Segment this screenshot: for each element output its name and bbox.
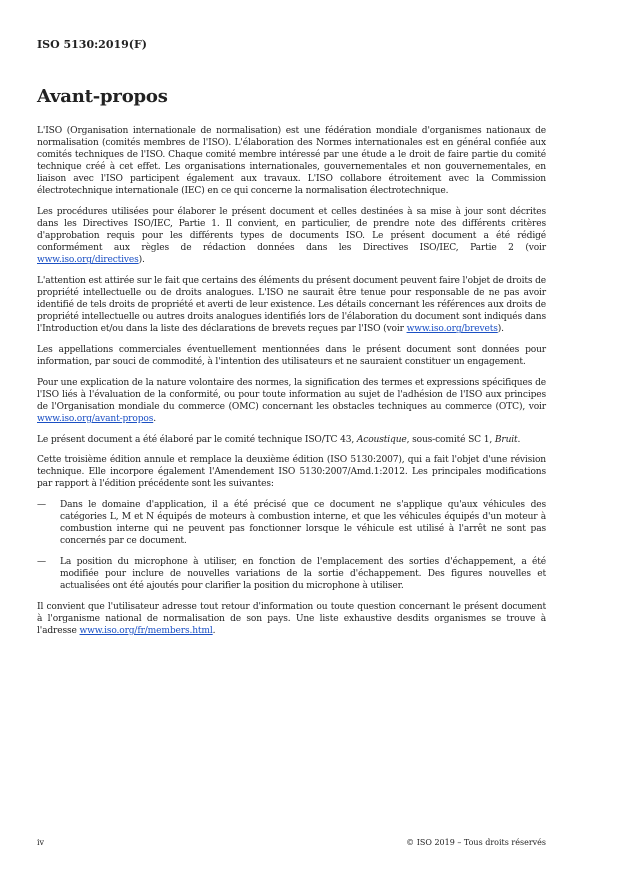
paragraph-text: . bbox=[153, 413, 156, 424]
paragraph-text: ). bbox=[138, 255, 145, 266]
list-item-text: Dans le domaine d'application, il a été précisé que ce document ne s'applique qu'aux véhicules des catégories L, M et N équipés de moteurs à combustion interne, et que les véhicules équipés d'un moteur à combustion interne qui ne peuvent pas fonctionner lorsque le véhicule est utilisé à l'arrêt ne sont pas concernés par ce document. bbox=[60, 499, 546, 547]
link-directives[interactable]: www.iso.org/directives bbox=[37, 255, 139, 266]
paragraph-procedures bbox=[37, 206, 546, 266]
paragraph-iso-intro: L'ISO (Organisation internationale de normalisation) est une fédération mondiale d'organismes nationaux de normalisation (comités membres de l'ISO). L'élaboration des Normes internationales est en général confiée aux comités techniques de l'ISO. Chaque comité membre intéressé par une étude a le droit de faire partie du comité technique créé à cet effet. Les organisations internationales, gouvernementales et non gouvernementales, en liaison avec l'ISO participent également aux travaux. L'ISO collabore étroitement avec la Commission électrotechnique internationale (IEC) en ce qui concerne la normalisation électrotechnique. bbox=[37, 126, 546, 197]
paragraph-text: L'attention est attirée sur le fait que certains des éléments du présent document peuvent faire l'objet de droits de propriété intellectuelle ou de droits analogues. L'ISO ne saurait être tenue pour responsable de ne pas avoir identifié de tels droits de propriété et averti de leur existence. Les détails concernant les références aux droits de propriété intellectuelle ou autres droits analogues identifiés lors de l'élaboration du document sont indiqués dans l'Introduction et/ou dans la liste des déclarations de brevets reçues par l'ISO (voir bbox=[37, 276, 547, 335]
copyright-notice: © ISO 2019 – Tous droits réservés bbox=[406, 838, 546, 847]
paragraph-text: ). bbox=[497, 324, 504, 335]
page-footer bbox=[37, 838, 546, 847]
link-members[interactable]: www.iso.org/fr/members.html bbox=[79, 625, 213, 636]
dash-bullet: — bbox=[37, 556, 46, 567]
paragraph-text: , sous-comité SC 1, bbox=[406, 434, 495, 445]
paragraph-text: . bbox=[517, 434, 521, 445]
committee-name: Acoustique bbox=[356, 434, 407, 445]
paragraph-text: Pour une explication de la nature volontaire des normes, la signification des termes et expressions spécifiques de l'ISO liés à l'évaluation de la conformité, ou pour toute information au sujet de l'adhésion de l'ISO aux principes de l'Organisation mondiale du commerce (OMC) concernant les obstacles techniques au commerce (OTC), voir bbox=[37, 377, 546, 412]
link-brevets[interactable]: www.iso.org/brevets bbox=[406, 324, 498, 335]
page-number: iv bbox=[37, 838, 45, 847]
dash-bullet: — bbox=[37, 499, 46, 510]
paragraph-text: Les procédures utilisées pour élaborer le présent document et celles destinées à sa mise à jour sont décrites dans les Directives ISO/IEC, Partie 1. Il convient, en particulier, de prendre note des différents critères d'approbation requis pour les différents types de documents ISO. Le présent document a été rédigé conformément aux règles de rédaction données dans les Directives ISO/IEC, Partie 2 (voir bbox=[37, 207, 546, 254]
paragraph-edition: Cette troisième édition annule et remplace la deuxième édition (ISO 5130:2007), qui a fait l'objet d'une révision technique. Elle incorpore également l'Amendement ISO 5130:2007/Amd.1:2012. Les principales modifications par rapport à l'édition précédente sont les suivantes: bbox=[37, 455, 546, 490]
list-item-text: La position du microphone à utiliser, en fonction de l'emplacement des sorties d'échappement, a été modifiée pour inclure de nouvelles variations de la sortie d'échappement. Des figures nouvelles et actualisées ont été ajoutés pour clarifier la position du microphone à utiliser. bbox=[60, 556, 546, 591]
subcommittee-name: Bruit bbox=[494, 434, 518, 445]
page-title: Avant-propos bbox=[37, 86, 168, 107]
list-item bbox=[37, 556, 546, 592]
link-avant-propos[interactable]: www.iso.org/avant-propos bbox=[37, 413, 154, 424]
paragraph-trade-names: Les appellations commerciales éventuellement mentionnées dans le présent document sont données pour information, par souci de commodité, à l'intention des utilisateurs et ne sauraient constituer un engagement. bbox=[37, 345, 546, 368]
paragraph-feedback bbox=[37, 601, 546, 637]
paragraph-text: Le présent document a été élaboré par le comité technique ISO/TC 43, bbox=[37, 434, 357, 445]
paragraph-text: Il convient que l'utilisateur adresse tout retour d'information ou toute question concernant le présent document à l'organisme national de normalisation de son pays. Une liste exhaustive desdits organismes se trouve à l'adresse bbox=[37, 601, 546, 636]
list-item bbox=[37, 499, 546, 547]
paragraph-patents bbox=[37, 275, 546, 335]
paragraph-committee bbox=[37, 434, 546, 446]
document-id-header: ISO 5130:2019(F) bbox=[37, 38, 148, 51]
paragraph-text: . bbox=[212, 625, 216, 636]
document-body bbox=[37, 125, 546, 645]
paragraph-voluntary bbox=[37, 377, 546, 425]
